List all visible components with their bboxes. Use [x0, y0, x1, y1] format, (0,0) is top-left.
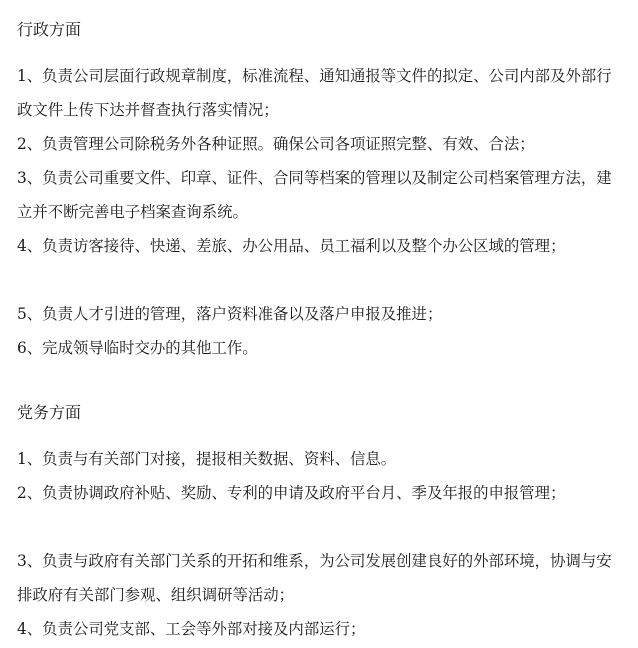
- admin-item-2: 2、负责管理公司除税务外各种证照。确保公司各项证照完整、有效、合法；: [17, 135, 535, 153]
- admin-item-4: 4、负责访客接待、快递、差旅、办公用品、员工福利以及整个办公区域的管理；: [17, 237, 566, 255]
- admin-item-1: 1、负责公司层面行政规章制度，标准流程、通知通报等文件的拟定、公司内部及外部行政文件上传下达并督查执行落实情况；: [17, 67, 612, 119]
- party-item-2: 2、负责协调政府补贴、奖励、专利的申请及政府平台月、季及年报的申报管理；: [17, 484, 566, 502]
- party-item-4: 4、负责公司党支部、工会等外部对接及内部运行；: [17, 620, 366, 638]
- admin-item-6: 6、完成领导临时交办的其他工作。: [17, 339, 258, 357]
- admin-item-3: 3、负责公司重要文件、印章、证件、合同等档案的管理以及制定公司档案管理方法，建立并不断完善电子档案查询系统。: [17, 169, 612, 221]
- section-title-party: 党务方面: [17, 403, 82, 422]
- party-item-1: 1、负责与有关部门对接，提报相关数据、资料、信息。: [17, 450, 397, 468]
- section-title-admin: 行政方面: [17, 20, 82, 39]
- admin-item-5: 5、负责人才引进的管理，落户资料准备以及落户申报及推进；: [17, 305, 443, 323]
- party-item-3: 3、负责与政府有关部门关系的开拓和维系，为公司发展创建良好的外部环境，协调与安排政府有关部门参观、组织调研等活动；: [17, 552, 612, 604]
